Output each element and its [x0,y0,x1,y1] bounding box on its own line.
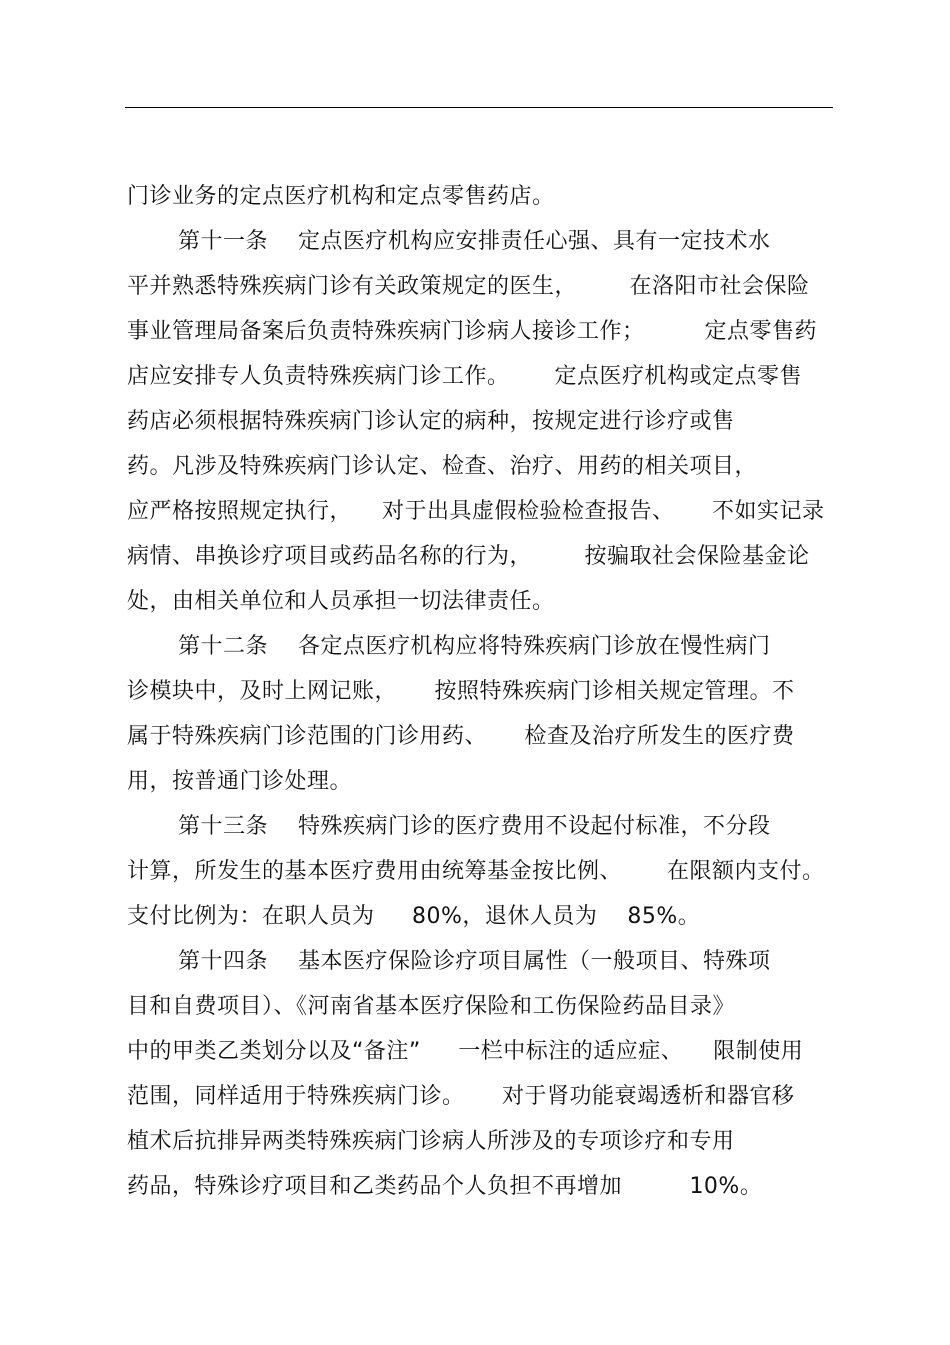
text-line-16: 计算，所发生的基本医疗费用由统筹基金按比例、 在限额内支付。 [127,859,825,884]
text-line-12: 诊模块中，及时上网记账， 按照特殊疾病门诊相关规定管理。不 [127,679,795,704]
article-11-heading-line: 第十一条 定点医疗机构应安排责任心强、具有一定技术水 [178,229,771,254]
text-line-6: 药店必须根据特殊疾病门诊认定的病种，按规定进行诊疗或售 [127,409,735,434]
text-line-9: 病情、串换诊疗项目或药品名称的行为， 按骗取社会保险基金论 [127,544,810,569]
text-line-7: 药。凡涉及特殊疾病门诊认定、检查、治疗、用药的相关项目， [127,454,758,479]
text-line-21: 范围，同样适用于特殊疾病门诊。 对于肾功能衰竭透析和器官移 [127,1084,795,1109]
text-line-10: 处，由相关单位和人员承担一切法律责任。 [127,589,555,614]
payment-ratio-line: 支付比例为：在职人员为 80%，退休人员为 85%。 [127,904,701,929]
text-line-1: 门诊业务的定点医疗机构和定点零售药店。 [127,184,555,209]
text-line-22: 植术后抗排异两类特殊疾病门诊病人所涉及的专项诊疗和专用 [127,1129,735,1154]
article-14-heading-line: 第十四条 基本医疗保险诊疗项目属性（一般项目、特殊项 [178,949,771,974]
article-12-heading-line: 第十二条 各定点医疗机构应将特殊疾病门诊放在慢性病门 [178,634,771,659]
text-line-23: 药品，特殊诊疗项目和乙类药品个人负担不再增加 10%。 [127,1174,763,1199]
article-13-heading-line: 第十三条 特殊疾病门诊的医疗费用不设起付标准，不分段 [178,814,771,839]
text-line-5: 店应安排专人负责特殊疾病门诊工作。 定点医疗机构或定点零售 [127,364,802,389]
text-line-4: 事业管理局备案后负责特殊疾病门诊病人接诊工作； 定点零售药 [127,319,817,344]
text-line-8: 应严格按照规定执行， 对于出具虚假检验检查报告、 不如实记录 [127,499,825,524]
text-line-14: 用，按普通门诊处理。 [127,769,353,794]
header-rule [125,107,833,108]
text-line-20: 中的甲类乙类划分以及“备注” 一栏中标注的适应症、 限制使用 [127,1039,804,1064]
text-line-13: 属于特殊疾病门诊范围的门诊用药、 检查及治疗所发生的医疗费 [127,724,795,749]
text-line-3: 平并熟悉特殊疾病门诊有关政策规定的医生， 在洛阳市社会保险 [127,274,810,299]
text-line-19: 目和自费项目）、《河南省基本医疗保险和工伤保险药品目录》 [127,994,736,1019]
